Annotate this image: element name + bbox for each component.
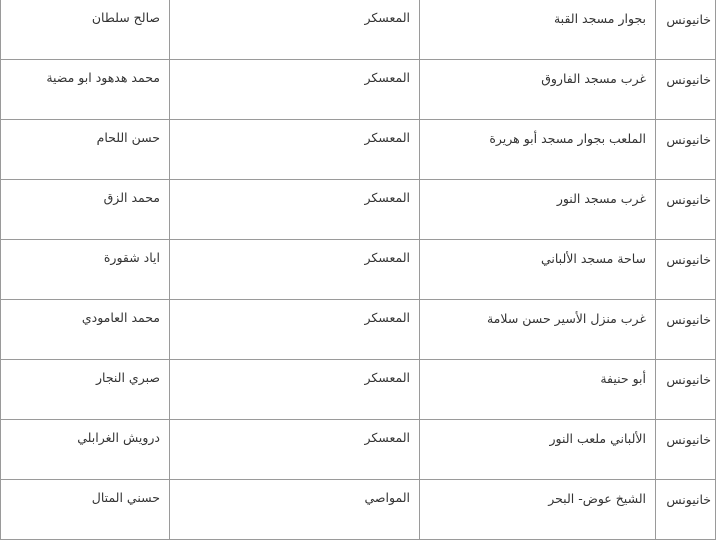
area-cell: المعسكر bbox=[170, 0, 420, 60]
area-cell: المواصي bbox=[170, 480, 420, 540]
table-row bbox=[1, 180, 716, 240]
city-cell: خانيونس bbox=[656, 120, 716, 180]
area-cell: المعسكر bbox=[170, 420, 420, 480]
city-cell: خانيونس bbox=[656, 0, 716, 60]
location-cell: ساحة مسجد الألباني bbox=[420, 240, 656, 300]
name-cell: محمد العامودي bbox=[1, 300, 170, 360]
city-cell: خانيونس bbox=[656, 360, 716, 420]
city-cell: خانيونس bbox=[656, 420, 716, 480]
area-cell: المعسكر bbox=[170, 360, 420, 420]
area-cell: المعسكر bbox=[170, 240, 420, 300]
name-cell: درويش الغرابلي bbox=[1, 420, 170, 480]
city-cell: خانيونس bbox=[656, 300, 716, 360]
name-cell: حسن اللحام bbox=[1, 120, 170, 180]
table-row bbox=[1, 480, 716, 540]
location-cell: الملعب بجوار مسجد أبو هريرة bbox=[420, 120, 656, 180]
location-cell: الشيخ عوض- البحر bbox=[420, 480, 656, 540]
area-cell: المعسكر bbox=[170, 120, 420, 180]
area-cell: المعسكر bbox=[170, 180, 420, 240]
location-cell: غرب مسجد النور bbox=[420, 180, 656, 240]
city-cell: خانيونس bbox=[656, 60, 716, 120]
table-row bbox=[1, 60, 716, 120]
table-row bbox=[1, 420, 716, 480]
location-cell: بجوار مسجد القبة bbox=[420, 0, 656, 60]
location-cell: الألباني ملعب النور bbox=[420, 420, 656, 480]
table-row bbox=[1, 360, 716, 420]
name-cell: حسني المتال bbox=[1, 480, 170, 540]
table-row bbox=[1, 240, 716, 300]
city-cell: خانيونس bbox=[656, 240, 716, 300]
name-cell: صبري النجار bbox=[1, 360, 170, 420]
name-cell: صالح سلطان bbox=[1, 0, 170, 60]
table-row bbox=[1, 300, 716, 360]
table-body bbox=[1, 0, 716, 540]
area-cell: المعسكر bbox=[170, 300, 420, 360]
name-cell: محمد الزق bbox=[1, 180, 170, 240]
location-cell: غرب مسجد الفاروق bbox=[420, 60, 656, 120]
city-cell: خانيونس bbox=[656, 180, 716, 240]
name-cell: اياد شقورة bbox=[1, 240, 170, 300]
location-cell: أبو حنيفة bbox=[420, 360, 656, 420]
city-cell: خانيونس bbox=[656, 480, 716, 540]
table-row bbox=[1, 0, 716, 60]
name-cell: محمد هدهود ابو مضية bbox=[1, 60, 170, 120]
table-row bbox=[1, 120, 716, 180]
location-cell: غرب منزل الأسير حسن سلامة bbox=[420, 300, 656, 360]
area-cell: المعسكر bbox=[170, 60, 420, 120]
